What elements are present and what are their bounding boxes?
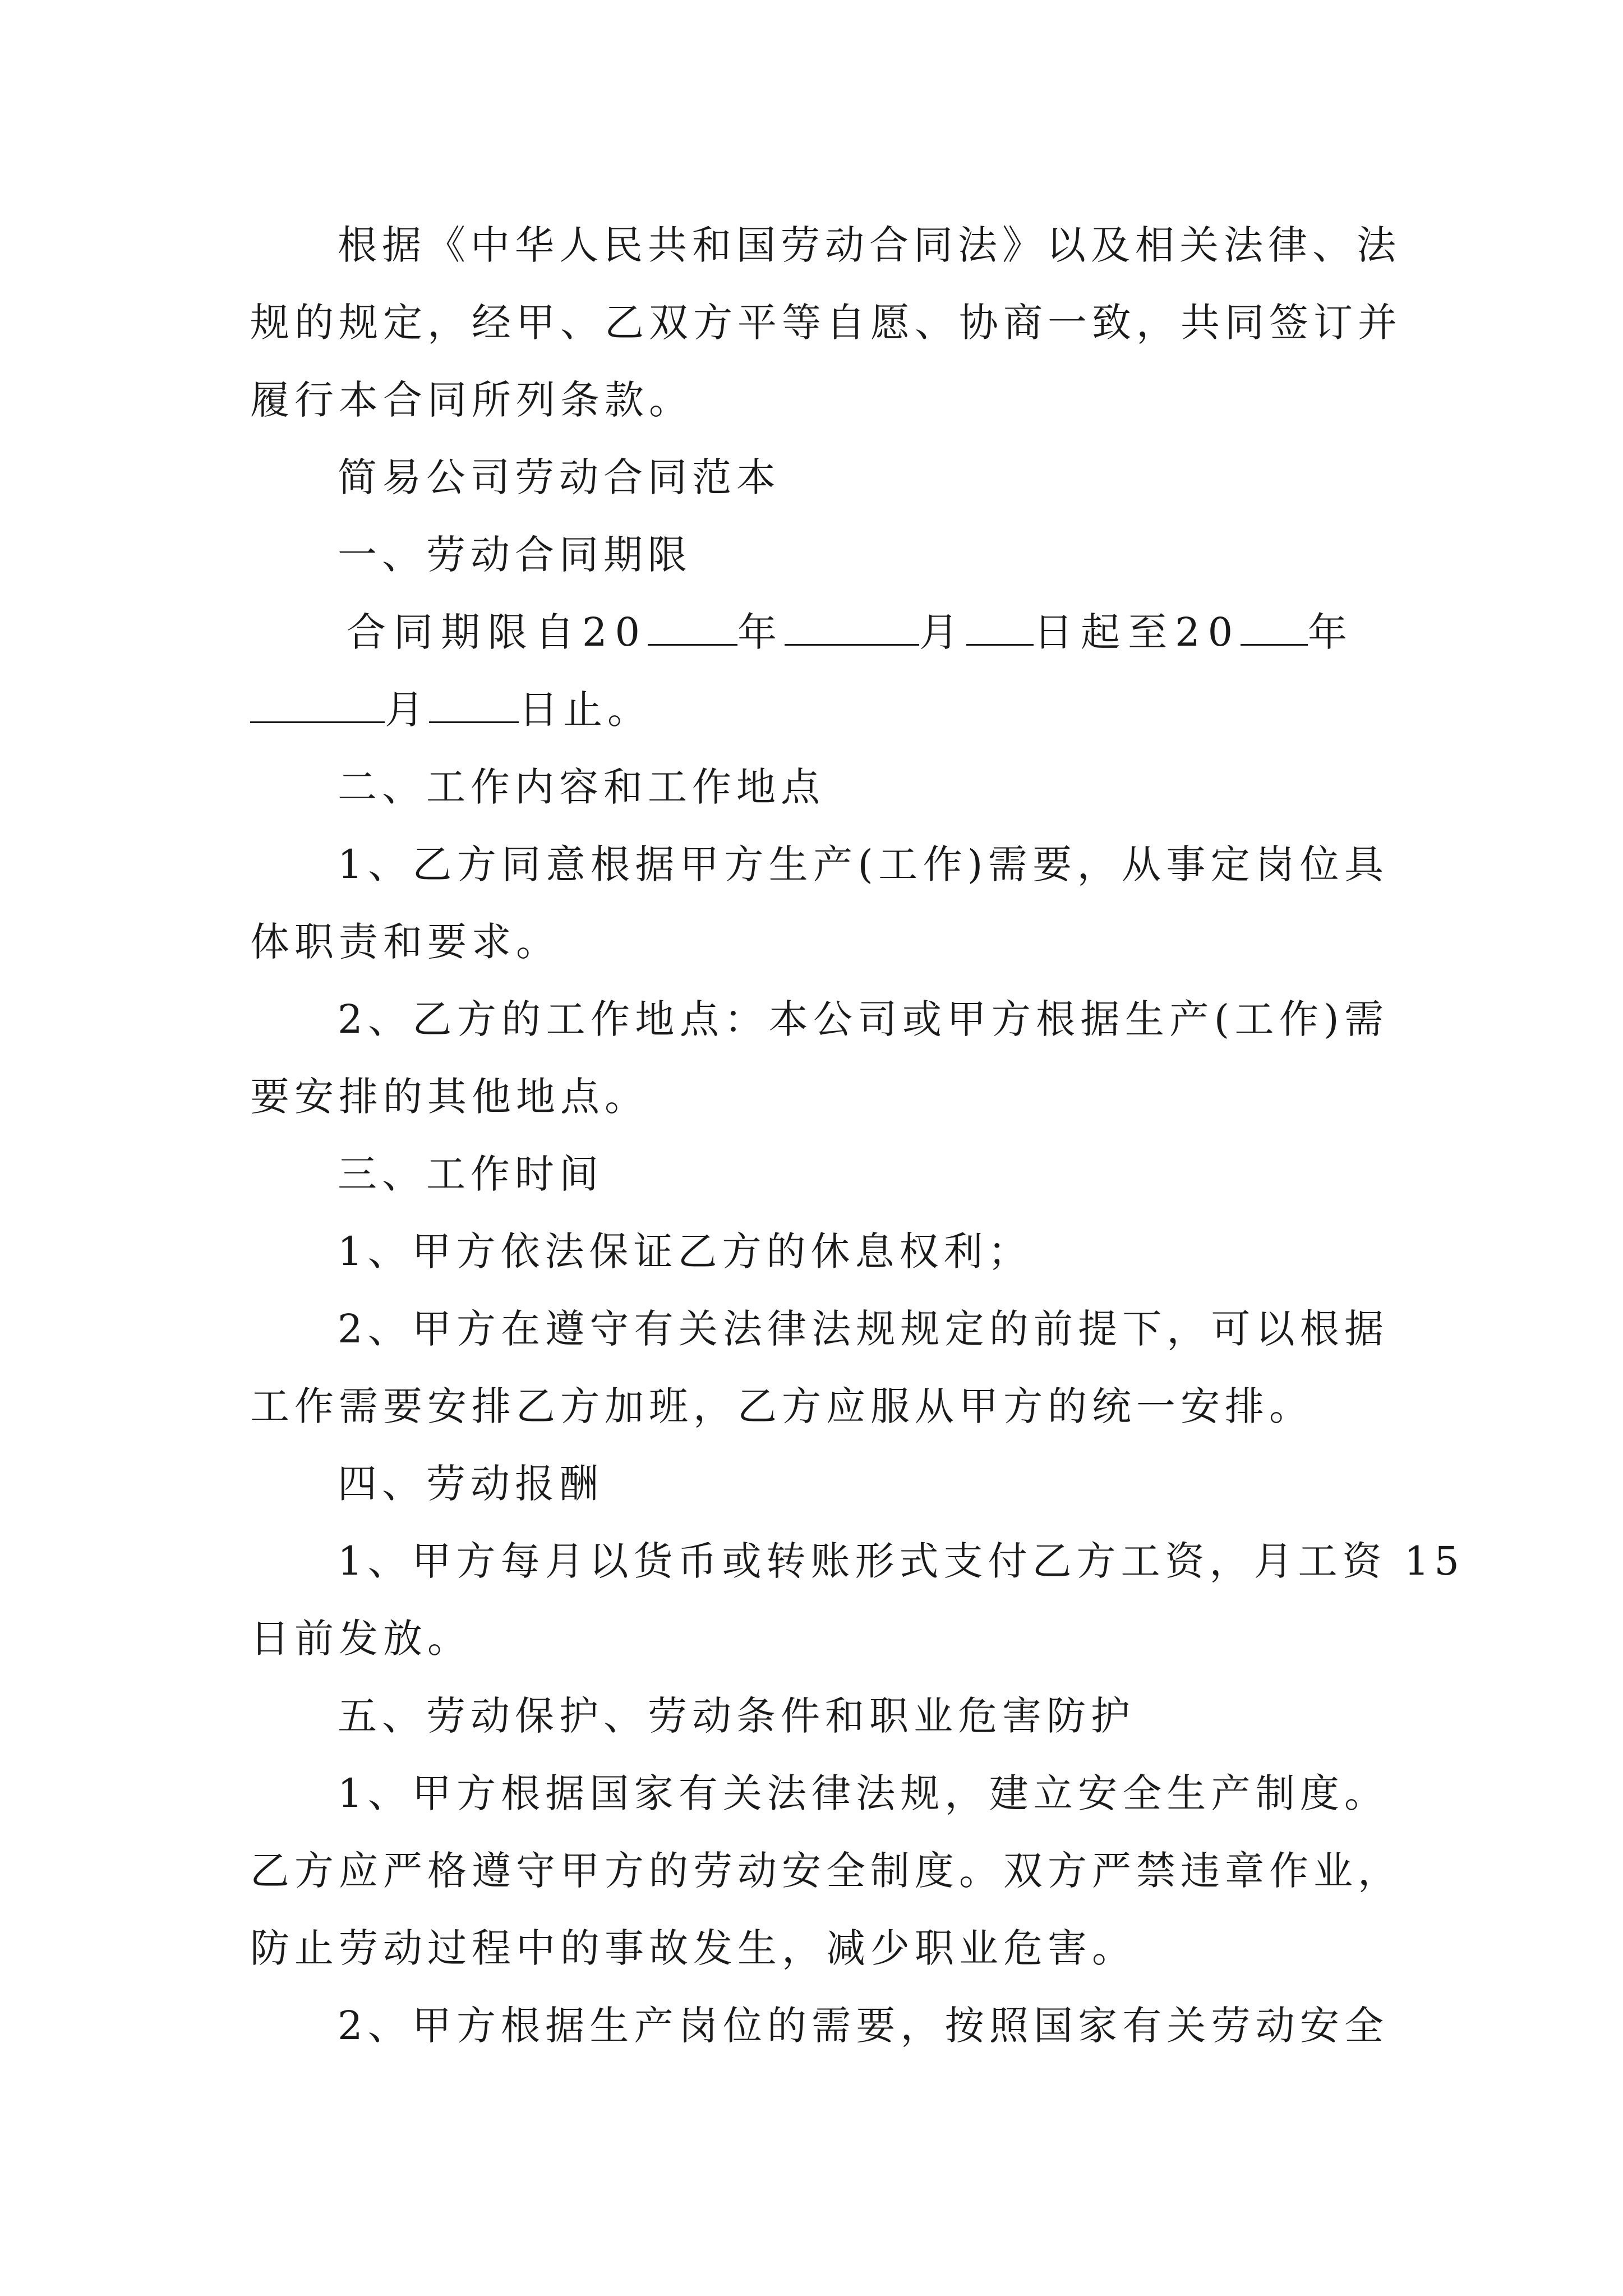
term-start-day-unit: 日起至 — [1034, 609, 1175, 655]
term-start-month-blank — [785, 609, 919, 646]
clause-3-2-line-1: 2、甲方在遵守有关法律法规规定的前提下，可以根据 — [338, 1306, 1389, 1352]
term-end-century: 20 — [1175, 609, 1241, 655]
term-start-century: 20 — [582, 609, 648, 655]
contract-term-line-1 — [347, 604, 1389, 660]
clause-2-2-line-1: 2、乙方的工作地点：本公司或甲方根据生产(工作)需 — [338, 996, 1389, 1042]
term-prefix: 合同期限自 — [347, 609, 582, 655]
clause-5-1-line-2: 乙方应严格遵守甲方的劳动安全制度。双方严禁违章作业， — [250, 1848, 1402, 1894]
section-heading-4: 四、劳动报酬 — [338, 1461, 603, 1507]
clause-3-1: 1、甲方依法保证乙方的休息权利； — [338, 1228, 1032, 1274]
clause-4-1-line-1: 1、甲方每月以货币或转账形式支付乙方工资，月工资 15 — [338, 1538, 1464, 1584]
paragraph-intro-line-3: 履行本合同所列条款。 — [250, 377, 693, 423]
term-end-day-unit: 日止。 — [519, 687, 652, 733]
clause-3-2-line-2: 工作需要安排乙方加班，乙方应服从甲方的统一安排。 — [250, 1383, 1313, 1429]
contract-term-line-2 — [250, 682, 1389, 738]
document-title: 简易公司劳动合同范本 — [338, 454, 781, 500]
clause-4-1-line-2: 日前发放。 — [250, 1616, 472, 1662]
clause-5-1-line-1: 1、甲方根据国家有关法律法规，建立安全生产制度。 — [338, 1770, 1389, 1816]
section-heading-3: 三、工作时间 — [338, 1151, 603, 1197]
term-end-month-unit: 月 — [385, 687, 429, 733]
clause-2-1-line-1: 1、乙方同意根据甲方生产(工作)需要，从事定岗位具 — [338, 841, 1389, 887]
term-start-year-unit: 年 — [737, 609, 785, 655]
clause-5-2-line-1: 2、甲方根据生产岗位的需要，按照国家有关劳动安全 — [338, 2003, 1389, 2049]
term-start-day-blank — [966, 609, 1034, 646]
term-end-year-unit: 年 — [1308, 609, 1355, 655]
term-end-day-blank — [429, 687, 519, 723]
clause-2-2-line-2: 要安排的其他地点。 — [250, 1074, 649, 1120]
clause-5-1-line-3: 防止劳动过程中的事故发生，减少职业危害。 — [250, 1925, 1136, 1971]
term-end-year-blank — [1241, 609, 1308, 646]
paragraph-intro-line-1: 根据《中华人民共和国劳动合同法》以及相关法律、法 — [338, 222, 1401, 268]
term-start-month-unit: 月 — [919, 609, 967, 655]
paragraph-intro-line-2: 规的规定，经甲、乙双方平等自愿、协商一致，共同签订并 — [250, 300, 1402, 346]
section-heading-1: 一、劳动合同期限 — [338, 532, 692, 578]
section-heading-5: 五、劳动保护、劳动条件和职业危害防护 — [338, 1693, 1135, 1739]
section-heading-2: 二、工作内容和工作地点 — [338, 764, 825, 810]
term-end-month-blank — [250, 687, 385, 723]
clause-2-1-line-2: 体职责和要求。 — [250, 919, 560, 965]
term-start-year-blank — [648, 609, 737, 646]
